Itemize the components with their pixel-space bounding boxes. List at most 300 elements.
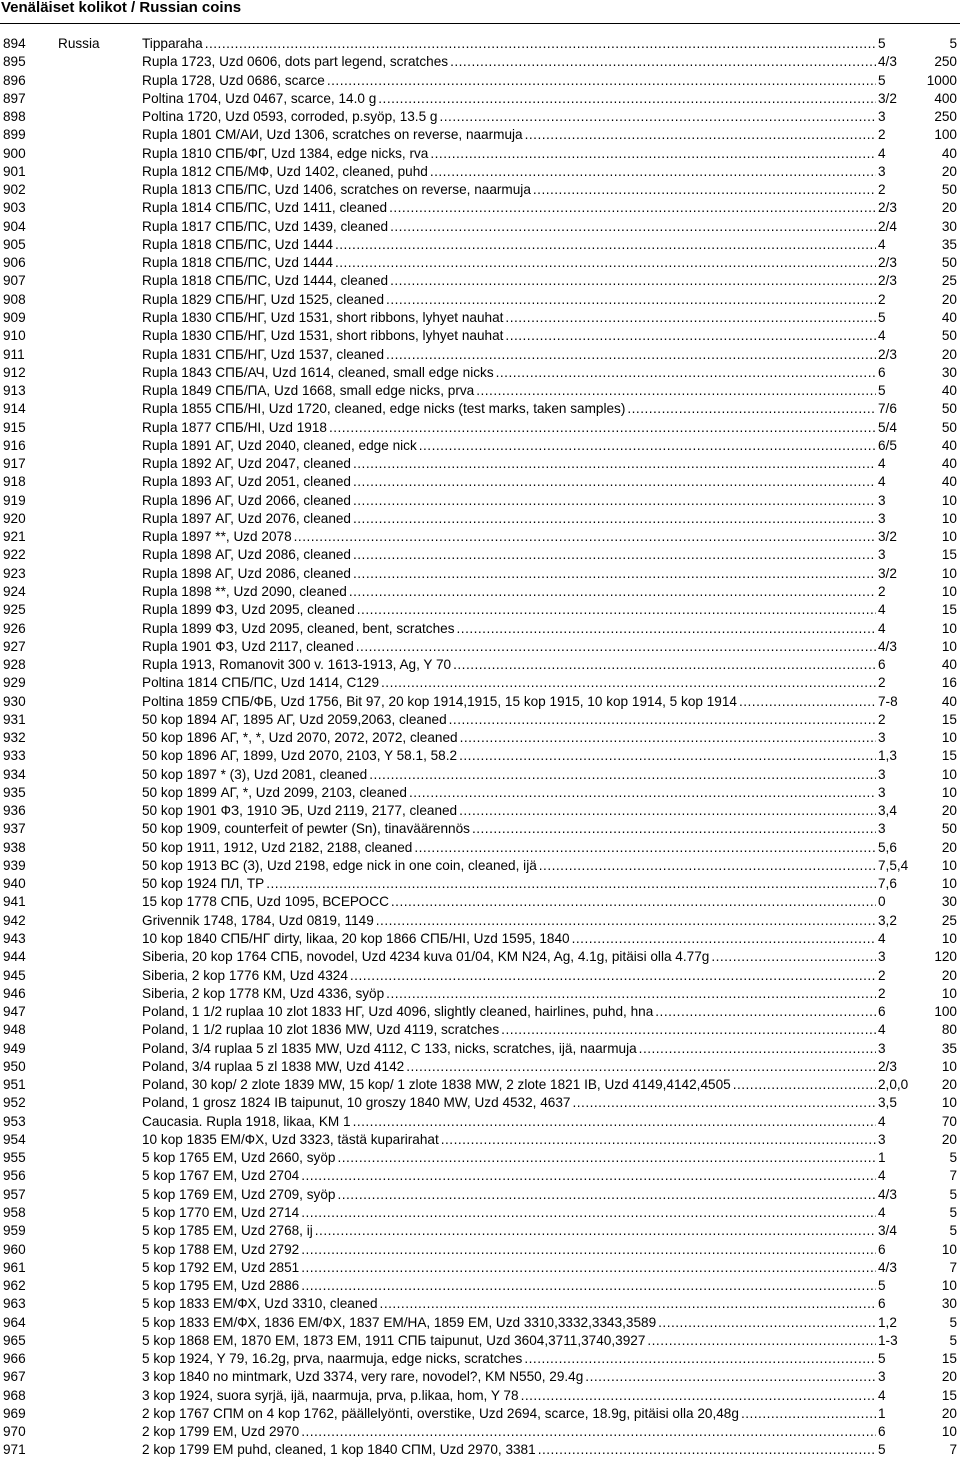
lot-condition: 2/3 (876, 199, 897, 217)
lot-condition: 4 (876, 145, 886, 163)
lot-description (142, 382, 876, 400)
lot-price: 40 (914, 309, 957, 327)
lot-description-text: 50 kop 1913 ВС (3), Uzd 2198, edge nick in one coin, cleaned, ijä (142, 857, 537, 873)
lot-condition: 3 (876, 1131, 886, 1149)
lot-description (142, 492, 876, 510)
lot-description-text: Rupla 1877 СПБ/НI, Uzd 1918 (142, 419, 327, 435)
lot-description-text: Rupla 1899 ФЗ, Uzd 2095, cleaned, bent, scratches (142, 620, 455, 636)
lot-condition: 3 (876, 1040, 886, 1058)
lot-condition: 1,2 (876, 1314, 897, 1332)
lot-description-text: 5 kop 1769 ЕМ, Uzd 2709, syöp (142, 1186, 336, 1202)
lot-condition: 3,5 (876, 1094, 897, 1112)
lot-description-text: 5 kop 1785 ЕМ, Uzd 2768, ij (142, 1223, 313, 1239)
lot-number: 895 (3, 54, 26, 70)
lot-description (142, 1405, 876, 1423)
lot-row (0, 455, 960, 473)
lot-price: 20 (914, 839, 957, 857)
lot-row (0, 893, 960, 911)
lot-row (0, 1113, 960, 1131)
lot-number: 936 (3, 803, 26, 819)
lot-condition: 7,5,4 (876, 857, 908, 875)
lot-price: 35 (914, 236, 957, 254)
lot-number: 942 (3, 912, 26, 928)
lot-description (142, 346, 876, 364)
lot-number: 904 (3, 218, 26, 234)
lot-description (142, 1332, 876, 1350)
lot-description (142, 546, 876, 564)
lot-price: 20 (914, 291, 957, 309)
lot-price: 50 (914, 419, 957, 437)
lot-condition: 3 (876, 729, 886, 747)
lot-row (0, 53, 960, 71)
lot-price: 10 (914, 857, 957, 875)
lot-row (0, 766, 960, 784)
lot-number: 946 (3, 985, 26, 1001)
lot-price: 15 (914, 747, 957, 765)
lot-condition: 3 (876, 948, 886, 966)
lot-row (0, 108, 960, 126)
lot-number: 952 (3, 1095, 26, 1111)
lot-condition: 2 (876, 674, 886, 692)
lot-number: 968 (3, 1387, 26, 1403)
lot-number: 932 (3, 730, 26, 746)
lot-price: 20 (914, 967, 957, 985)
lot-condition: 1 (876, 1405, 886, 1423)
lot-description-text: Rupla 1810 СПБ/ФГ, Uzd 1384, edge nicks, rva (142, 145, 429, 161)
lot-condition: 4 (876, 236, 886, 254)
lot-description-text: Rupla 1898 АГ, Uzd 2086, cleaned (142, 547, 351, 563)
lot-description-text: Rupla 1891 АГ, Uzd 2040, cleaned, edge nick (142, 437, 417, 453)
lot-description (142, 747, 876, 765)
lot-description-text: Rupla 1897 **, Uzd 2078 (142, 529, 292, 545)
lot-description (142, 1241, 876, 1259)
lot-description-text: 3 kop 1924, suora syrjä, ijä, naarmuja, prva, p.likaa, hom, Y 78 (142, 1387, 519, 1403)
lot-number: 899 (3, 127, 26, 143)
lot-description-text: Poland, 30 kop/ 2 zlote 1839 MW, 15 kop/ 1 zlote 1838 MW, 2 zlote 1821 IB, Uzd 4149,4142,4505 (142, 1077, 731, 1093)
lot-row (0, 1350, 960, 1368)
lot-number: 906 (3, 255, 26, 271)
lot-number: 944 (3, 949, 26, 965)
lot-description (142, 656, 876, 674)
lot-price: 10 (914, 565, 957, 583)
lot-row (0, 1295, 960, 1313)
lot-description-text: 50 kop 1911, 1912, Uzd 2182, 2188, cleaned (142, 839, 413, 855)
lot-row (0, 1368, 960, 1386)
lot-number: 940 (3, 876, 26, 892)
lot-description (142, 1441, 876, 1459)
lot-number: 900 (3, 145, 26, 161)
lot-condition: 5 (876, 72, 886, 90)
lot-number: 957 (3, 1186, 26, 1202)
lot-row (0, 163, 960, 181)
lot-description (142, 784, 876, 802)
lot-row (0, 784, 960, 802)
lot-description-text: 5 kop 1767 ЕМ, Uzd 2704 (142, 1168, 300, 1184)
lot-description (142, 1094, 876, 1112)
lot-row (0, 638, 960, 656)
lot-description (142, 1259, 876, 1277)
lot-price: 10 (914, 985, 957, 1003)
lot-condition: 3 (876, 784, 886, 802)
lot-number: 965 (3, 1332, 26, 1348)
lot-description-text: Poland, 1 1/2 ruplaa 10 zlot 1833 НГ, Uzd 4096, slightly cleaned, hairlines, puhd, hna (142, 1004, 654, 1020)
lot-condition: 6 (876, 1003, 886, 1021)
lot-number: 964 (3, 1314, 26, 1330)
lot-description (142, 1167, 876, 1185)
lot-price: 20 (914, 1405, 957, 1423)
lot-number: 943 (3, 931, 26, 947)
lot-condition: 6 (876, 364, 886, 382)
lot-condition: 4 (876, 620, 886, 638)
lot-price: 20 (914, 1368, 957, 1386)
lot-number: 937 (3, 821, 26, 837)
lot-price: 10 (914, 1094, 957, 1112)
lot-row (0, 1003, 960, 1021)
lot-number: 953 (3, 1113, 26, 1129)
lot-number: 921 (3, 529, 26, 545)
lot-price: 5 (914, 1149, 957, 1167)
lot-description (142, 1003, 876, 1021)
lot-description (142, 985, 876, 1003)
lot-condition: 2/3 (876, 346, 897, 364)
lot-row (0, 309, 960, 327)
lot-number: 959 (3, 1223, 26, 1239)
lot-description-text: Rupla 1913, Romanovit 300 v. 1613-1913, Ag, Y 70 (142, 657, 452, 673)
lot-description-text: Rupla 1817 СПБ/ПС, Uzd 1439, cleaned (142, 218, 389, 234)
lot-condition: 2/4 (876, 218, 897, 236)
lot-condition: 1 (876, 1149, 886, 1167)
lot-row (0, 218, 960, 236)
lot-description-text: Rupla 1843 СПБ/АЧ, Uzd 1614, cleaned, small edge nicks (142, 364, 494, 380)
lot-description (142, 437, 876, 455)
lot-price: 15 (914, 1387, 957, 1405)
lot-description-text: Rupla 1892 АГ, Uzd 2047, cleaned (142, 456, 351, 472)
lot-description (142, 327, 876, 345)
lot-price: 5 (914, 1186, 957, 1204)
lot-description (142, 839, 876, 857)
lot-price: 40 (914, 382, 957, 400)
lot-price: 25 (914, 912, 957, 930)
lot-number: 924 (3, 583, 26, 599)
lot-row (0, 346, 960, 364)
lot-description (142, 1131, 876, 1149)
lot-description (142, 1186, 876, 1204)
lot-price: 7 (914, 1259, 957, 1277)
lot-row (0, 145, 960, 163)
lot-description (142, 72, 876, 90)
lot-row (0, 1040, 960, 1058)
lot-number: 917 (3, 456, 26, 472)
lot-row (0, 126, 960, 144)
lot-description-text: 5 kop 1868 ЕМ, 1870 ЕМ, 1873 ЕМ, 1911 СПБ taipunut, Uzd 3604,3711,3740,3927 (142, 1332, 646, 1348)
lot-description (142, 875, 876, 893)
lot-price: 250 (914, 53, 957, 71)
lot-number: 960 (3, 1241, 26, 1257)
lot-description (142, 729, 876, 747)
lot-condition: 4/3 (876, 638, 897, 656)
lot-description-text: Rupla 1813 СПБ/ПС, Uzd 1406, scratches on reverse, naarmuja (142, 182, 531, 198)
lot-price: 35 (914, 1040, 957, 1058)
lot-description (142, 364, 876, 382)
lot-description-text: Poltina 1704, Uzd 0467, scarce, 14.0 g (142, 90, 377, 106)
lot-description-text: 50 kop 1901 ФЗ, 1910 ЭБ, Uzd 2119, 2177, cleaned (142, 803, 458, 819)
lot-description (142, 1387, 876, 1405)
lot-condition: 3 (876, 108, 886, 126)
lot-row (0, 967, 960, 985)
lot-price: 40 (914, 455, 957, 473)
lot-number: 919 (3, 492, 26, 508)
lot-row (0, 565, 960, 583)
lot-description-text: Rupla 1896 АГ, Uzd 2066, cleaned (142, 492, 351, 508)
lot-condition: 4 (876, 455, 886, 473)
lot-description (142, 1021, 876, 1039)
lot-condition: 4/3 (876, 1186, 897, 1204)
lot-number: 905 (3, 236, 26, 252)
lot-description (142, 1113, 876, 1131)
lot-description-text: Rupla 1855 СПБ/НI, Uzd 1720, cleaned, edge nicks (test marks, taken samples) (142, 401, 626, 417)
lot-number: 896 (3, 72, 26, 88)
lot-description-text: Rupla 1723, Uzd 0606, dots part legend, scratches (142, 54, 449, 70)
lot-description (142, 693, 876, 711)
lot-condition: 3 (876, 510, 886, 528)
lot-condition: 2 (876, 967, 886, 985)
lot-condition: 7-8 (876, 693, 898, 711)
lot-description-text: Rupla 1898 АГ, Uzd 2086, cleaned (142, 565, 351, 581)
lot-description-text: 5 kop 1833 ЕМ/ФХ, 1836 ЕМ/ФХ, 1837 ЕМ/НА, 1859 ЕМ, Uzd 3310,3332,3343,3589 (142, 1314, 657, 1330)
lot-description-text: 5 kop 1833 ЕМ/ФХ, Uzd 3310, cleaned (142, 1296, 378, 1312)
lot-description-text: 10 kop 1840 СПБ/НГ dirty, likaa, 20 kop 1866 СПБ/НI, Uzd 1595, 1840 (142, 931, 570, 947)
lot-price: 250 (914, 108, 957, 126)
lot-price: 5 (914, 1332, 957, 1350)
lot-row (0, 272, 960, 290)
lot-description-text: Caucasia. Rupla 1918, likaa, KM 1 (142, 1113, 351, 1129)
lot-number: 897 (3, 90, 26, 106)
lot-description (142, 820, 876, 838)
lot-number: 901 (3, 163, 26, 179)
lot-row (0, 1131, 960, 1149)
lot-price: 30 (914, 218, 957, 236)
lot-description (142, 90, 876, 108)
lot-condition: 6/5 (876, 437, 897, 455)
lot-row (0, 930, 960, 948)
lot-row (0, 583, 960, 601)
lot-price: 40 (914, 693, 957, 711)
lot-number: 971 (3, 1442, 26, 1458)
lot-description-text: 50 kop 1899 АГ, *, Uzd 2099, 2103, cleaned (142, 784, 407, 800)
lot-description (142, 455, 876, 473)
lot-condition: 7,6 (876, 875, 897, 893)
lot-price: 10 (914, 930, 957, 948)
lot-row (0, 419, 960, 437)
lot-row (0, 1423, 960, 1441)
lot-description-text: Rupla 1830 СПБ/НГ, Uzd 1531, short ribbons, lyhyet nauhat (142, 328, 504, 344)
lot-row (0, 1186, 960, 1204)
lot-row (0, 1405, 960, 1423)
lot-number: 927 (3, 638, 26, 654)
lot-description (142, 53, 876, 71)
lot-number: 938 (3, 839, 26, 855)
lot-description-text: Rupla 1831 СПБ/НГ, Uzd 1537, cleaned (142, 346, 385, 362)
lot-price: 5 (914, 1222, 957, 1240)
lot-description (142, 1149, 876, 1167)
lot-number: 935 (3, 784, 26, 800)
lot-condition: 3,4 (876, 802, 897, 820)
lot-description (142, 620, 876, 638)
lot-description (142, 711, 876, 729)
lot-number: 908 (3, 291, 26, 307)
lot-price: 10 (914, 784, 957, 802)
lot-price: 5 (914, 35, 957, 53)
lot-description (142, 528, 876, 546)
lot-description (142, 1277, 876, 1295)
lot-description-text: 15 kop 1778 СПБ, Uzd 1095, ВСЕРОСС (142, 894, 389, 910)
lot-row (0, 1222, 960, 1240)
lot-number: 939 (3, 857, 26, 873)
lot-row (0, 1387, 960, 1405)
lot-description (142, 145, 876, 163)
lot-description (142, 309, 876, 327)
lot-row (0, 1076, 960, 1094)
lot-description (142, 1314, 876, 1332)
lot-row (0, 254, 960, 272)
lot-condition: 5 (876, 1277, 886, 1295)
lot-description (142, 254, 876, 272)
lot-price: 400 (914, 90, 957, 108)
page-title: Venäläiset kolikot / Russian coins (1, 0, 242, 16)
lot-price: 30 (914, 893, 957, 911)
lot-condition: 1,3 (876, 747, 897, 765)
lot-price: 1000 (914, 72, 957, 90)
lot-number: 913 (3, 383, 26, 399)
lot-number: 934 (3, 766, 26, 782)
lot-description (142, 857, 876, 875)
lot-description-text: 50 kop 1909, counterfeit of pewter (Sn), tinaväärennös (142, 821, 470, 837)
lot-row (0, 1314, 960, 1332)
lot-number: 955 (3, 1150, 26, 1166)
lot-description (142, 510, 876, 528)
lot-condition: 4 (876, 930, 886, 948)
lot-condition: 5,6 (876, 839, 897, 857)
lot-number: 916 (3, 437, 26, 453)
lot-description-text: Rupla 1818 СПБ/ПС, Uzd 1444 (142, 236, 333, 252)
lot-description-text: Poltina 1720, Uzd 0593, corroded, p.syöp, 13.5 g (142, 109, 438, 125)
lot-row (0, 857, 960, 875)
lot-row (0, 601, 960, 619)
lot-description (142, 218, 876, 236)
lot-price: 100 (914, 126, 957, 144)
lot-description (142, 967, 876, 985)
lot-condition: 4 (876, 1021, 886, 1039)
lot-number: 907 (3, 273, 26, 289)
lot-description (142, 1350, 876, 1368)
lot-row (0, 364, 960, 382)
lot-condition: 5/4 (876, 419, 897, 437)
lot-description-text: Rupla 1829 СПБ/НГ, Uzd 1525, cleaned (142, 291, 385, 307)
lot-row (0, 1241, 960, 1259)
lot-condition: 1-3 (876, 1332, 898, 1350)
lot-condition: 4 (876, 327, 886, 345)
lot-row (0, 35, 960, 53)
lot-condition: 2 (876, 291, 886, 309)
lot-price: 20 (914, 346, 957, 364)
lot-price: 25 (914, 272, 957, 290)
lot-row (0, 1332, 960, 1350)
lot-description (142, 766, 876, 784)
lot-number: 933 (3, 748, 26, 764)
lot-number: 918 (3, 474, 26, 490)
lot-row (0, 839, 960, 857)
lot-description (142, 1204, 876, 1222)
lot-number: 922 (3, 547, 26, 563)
lot-row (0, 1441, 960, 1459)
lot-description-text: Siberia, 2 kop 1778 КМ, Uzd 4336, syöp (142, 985, 385, 1001)
lot-row (0, 985, 960, 1003)
lot-row (0, 181, 960, 199)
lot-number: 962 (3, 1278, 26, 1294)
lot-description (142, 181, 876, 199)
lot-row (0, 620, 960, 638)
lot-description (142, 108, 876, 126)
lot-description-text: 5 kop 1788 ЕМ, Uzd 2792 (142, 1241, 300, 1257)
lot-condition: 6 (876, 1295, 886, 1313)
lot-price: 10 (914, 510, 957, 528)
lot-condition: 5 (876, 382, 886, 400)
lot-description-text: 3 kop 1840 no mintmark, Uzd 3374, very rare, novodel?, KM N550, 29.4g (142, 1369, 584, 1385)
lot-price: 40 (914, 473, 957, 491)
lot-price: 15 (914, 1350, 957, 1368)
lot-row (0, 382, 960, 400)
lot-description (142, 291, 876, 309)
lot-price: 40 (914, 656, 957, 674)
lot-row (0, 236, 960, 254)
lot-row (0, 546, 960, 564)
lot-condition: 6 (876, 1423, 886, 1441)
lot-description-text: Rupla 1801 СМ/АИ, Uzd 1306, scratches on reverse, naarmuja (142, 127, 523, 143)
lot-description (142, 583, 876, 601)
lot-row (0, 711, 960, 729)
lot-price: 10 (914, 638, 957, 656)
lot-price: 40 (914, 437, 957, 455)
lot-price: 10 (914, 1058, 957, 1076)
lot-price: 100 (914, 1003, 957, 1021)
lot-description-text: Poland, 1 1/2 ruplaa 10 zlot 1836 MW, Uzd 4119, scratches (142, 1022, 500, 1038)
lot-price: 50 (914, 400, 957, 418)
lot-row (0, 291, 960, 309)
lot-number: 954 (3, 1131, 26, 1147)
lot-description-text: Poland, 1 grosz 1824 IB taipunut, 10 groszy 1840 MW, Uzd 4532, 4637 (142, 1095, 571, 1111)
lot-number: 911 (3, 346, 25, 362)
lot-condition: 5 (876, 1441, 886, 1459)
lot-condition: 2 (876, 583, 886, 601)
lot-price: 80 (914, 1021, 957, 1039)
lot-row (0, 875, 960, 893)
lot-description-text: Rupla 1901 ФЗ, Uzd 2117, cleaned (142, 638, 354, 654)
lot-price: 20 (914, 802, 957, 820)
lot-number: 966 (3, 1351, 26, 1367)
lot-list (0, 35, 960, 1460)
lot-description-text: Rupla 1899 ФЗ, Uzd 2095, cleaned (142, 602, 355, 618)
lot-row (0, 1094, 960, 1112)
lot-number: 961 (3, 1259, 26, 1275)
lot-row (0, 492, 960, 510)
lot-number: 909 (3, 309, 26, 325)
lot-description-text: Rupla 1897 АГ, Uzd 2076, cleaned (142, 510, 351, 526)
lot-row (0, 437, 960, 455)
lot-description-text: Rupla 1814 СПБ/ПС, Uzd 1411, cleaned (142, 200, 388, 216)
lot-condition: 0 (876, 893, 886, 911)
lot-description-text: Rupla 1898 **, Uzd 2090, cleaned (142, 583, 347, 599)
lot-number: 914 (3, 401, 26, 417)
